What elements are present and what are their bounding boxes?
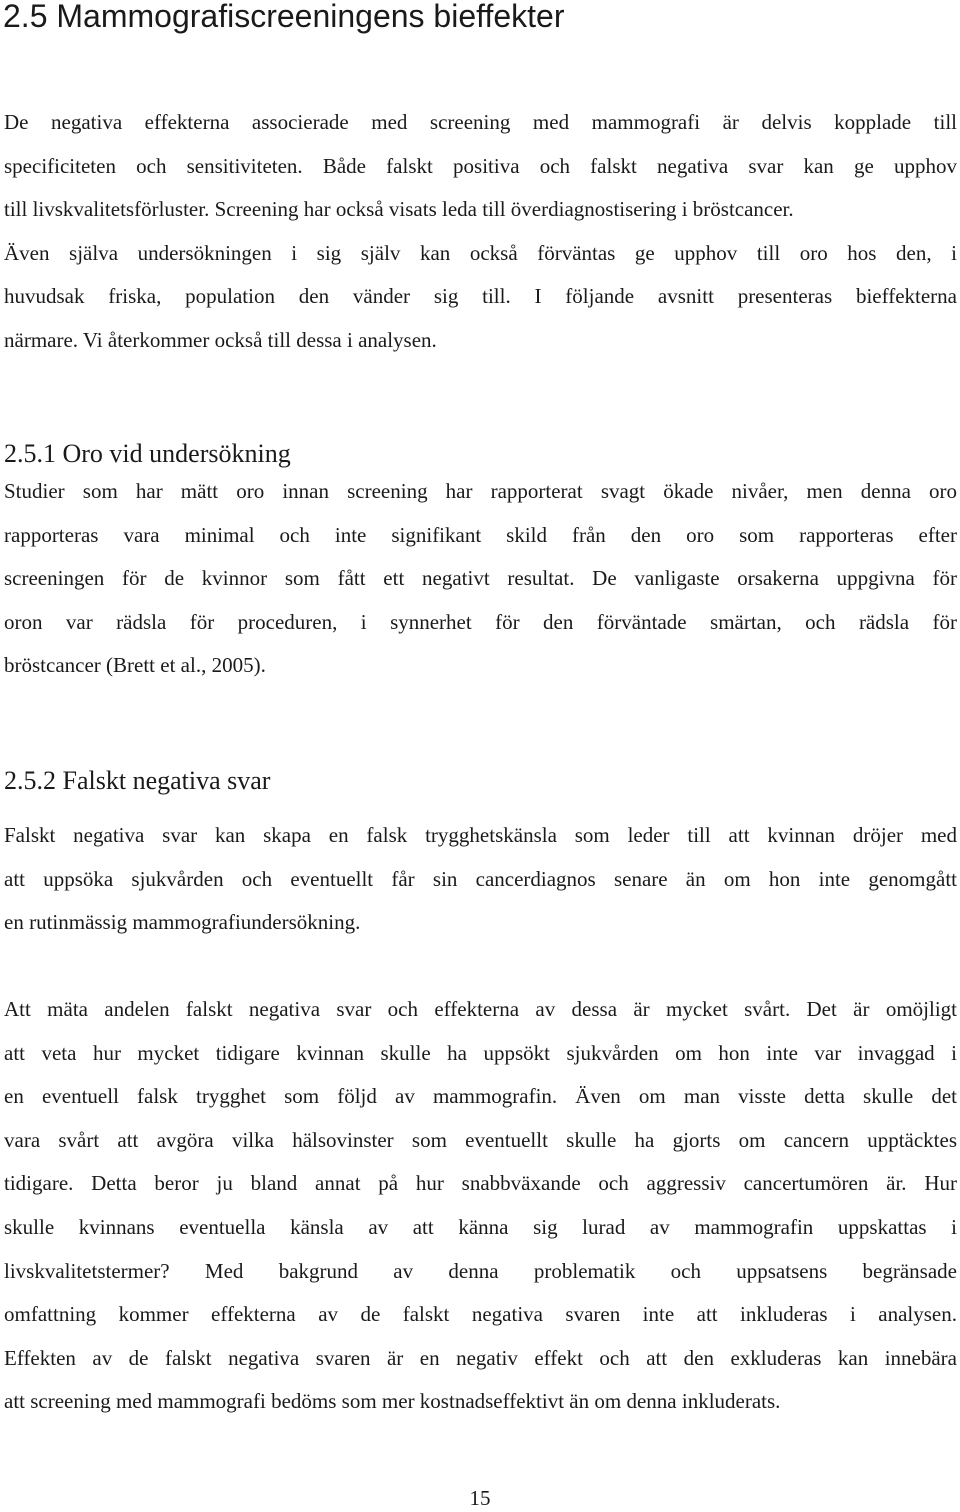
text-line: till livskvalitetsförluster. Screening har också visats leda till överdiagnostisering i bröstcancer.	[4, 197, 794, 222]
section-heading: 2.5 Mammografiscreeningens bieffekter	[3, 0, 565, 34]
text-line: screeningen för de kvinnor som fått ett negativt resultat. De vanligaste orsakerna uppgivna för	[4, 566, 957, 591]
intro-paragraph	[0, 101, 960, 363]
text-line: omfattning kommer effekterna av de falskt negativa svaren inte att inkluderas i analysen.	[4, 1302, 957, 1327]
subsection-heading-falskt-negativa: 2.5.2 Falskt negativa svar	[4, 766, 271, 795]
text-line: närmare. Vi återkommer också till dessa i analysen.	[4, 327, 437, 352]
falskt-negativa-paragraph-1	[0, 814, 960, 945]
text-line: en eventuell falsk trygghet som följd av mammografin. Även om man visste detta skulle det	[4, 1084, 957, 1109]
text-line: att uppsöka sjukvården och eventuellt får sin cancerdiagnos senare än om hon inte genomgått	[4, 866, 957, 891]
text-line: vara svårt att avgöra vilka hälsovinster som eventuellt skulle ha gjorts om cancern upptäcktes	[4, 1127, 957, 1152]
text-line: Att mäta andelen falskt negativa svar och effekterna av dessa är mycket svårt. Det är omöjligt	[4, 997, 957, 1021]
text-line: specificiteten och sensitiviteten. Både falskt positiva och falskt negativa svar kan ge upphov	[4, 153, 957, 178]
text-line: en rutinmässig mammografiundersökning.	[4, 910, 361, 935]
page-number: 15	[469, 1486, 491, 1510]
text-line: tidigare. Detta beror ju bland annat på hur snabbväxande och aggressiv cancertumören är. Hur	[4, 1171, 957, 1196]
text-line: livskvalitetstermer? Med bakgrund av denna problematik och uppsatsens begränsade	[4, 1258, 957, 1283]
text-line: skulle kvinnans eventuella känsla av att känna sig lurad av mammografin uppskattas i	[4, 1214, 957, 1239]
text-line: att screening med mammografi bedöms som mer kostnadseffektivt än om denna inkluderats.	[4, 1389, 781, 1414]
text-line: oron var rädsla för proceduren, i synnerhet för den förväntade smärtan, och rädsla för	[4, 609, 957, 634]
text-line: Falskt negativa svar kan skapa en falsk trygghetskänsla som leder till att kvinnan dröjer med	[4, 823, 957, 847]
text-line: huvudsak friska, population den vänder sig till. I följande avsnitt presenteras bieffekterna	[4, 284, 957, 309]
text-line: rapporteras vara minimal och inte signifikant skild från den oro som rapporteras efter	[4, 522, 957, 547]
text-line: Studier som har mätt oro innan screening har rapporterat svagt ökade nivåer, men denna oro	[4, 479, 957, 503]
text-line: Effekten av de falskt negativa svaren är en negativ effekt och att den exkluderas kan innebära	[4, 1345, 957, 1370]
text-line: Även själva undersökningen i sig själv kan också förväntas ge upphov till oro hos den, i	[4, 240, 957, 265]
subsection-heading-oro: 2.5.1 Oro vid undersökning	[4, 439, 291, 468]
text-line: bröstcancer (Brett et al., 2005).	[4, 653, 266, 678]
text-line: att veta hur mycket tidigare kvinnan skulle ha uppsökt sjukvården om hon inte var invaggad i	[4, 1040, 957, 1065]
falskt-negativa-paragraph-2	[0, 988, 960, 1424]
oro-paragraph	[0, 470, 960, 688]
text-line: De negativa effekterna associerade med screening med mammografi är delvis kopplade till	[4, 110, 957, 134]
